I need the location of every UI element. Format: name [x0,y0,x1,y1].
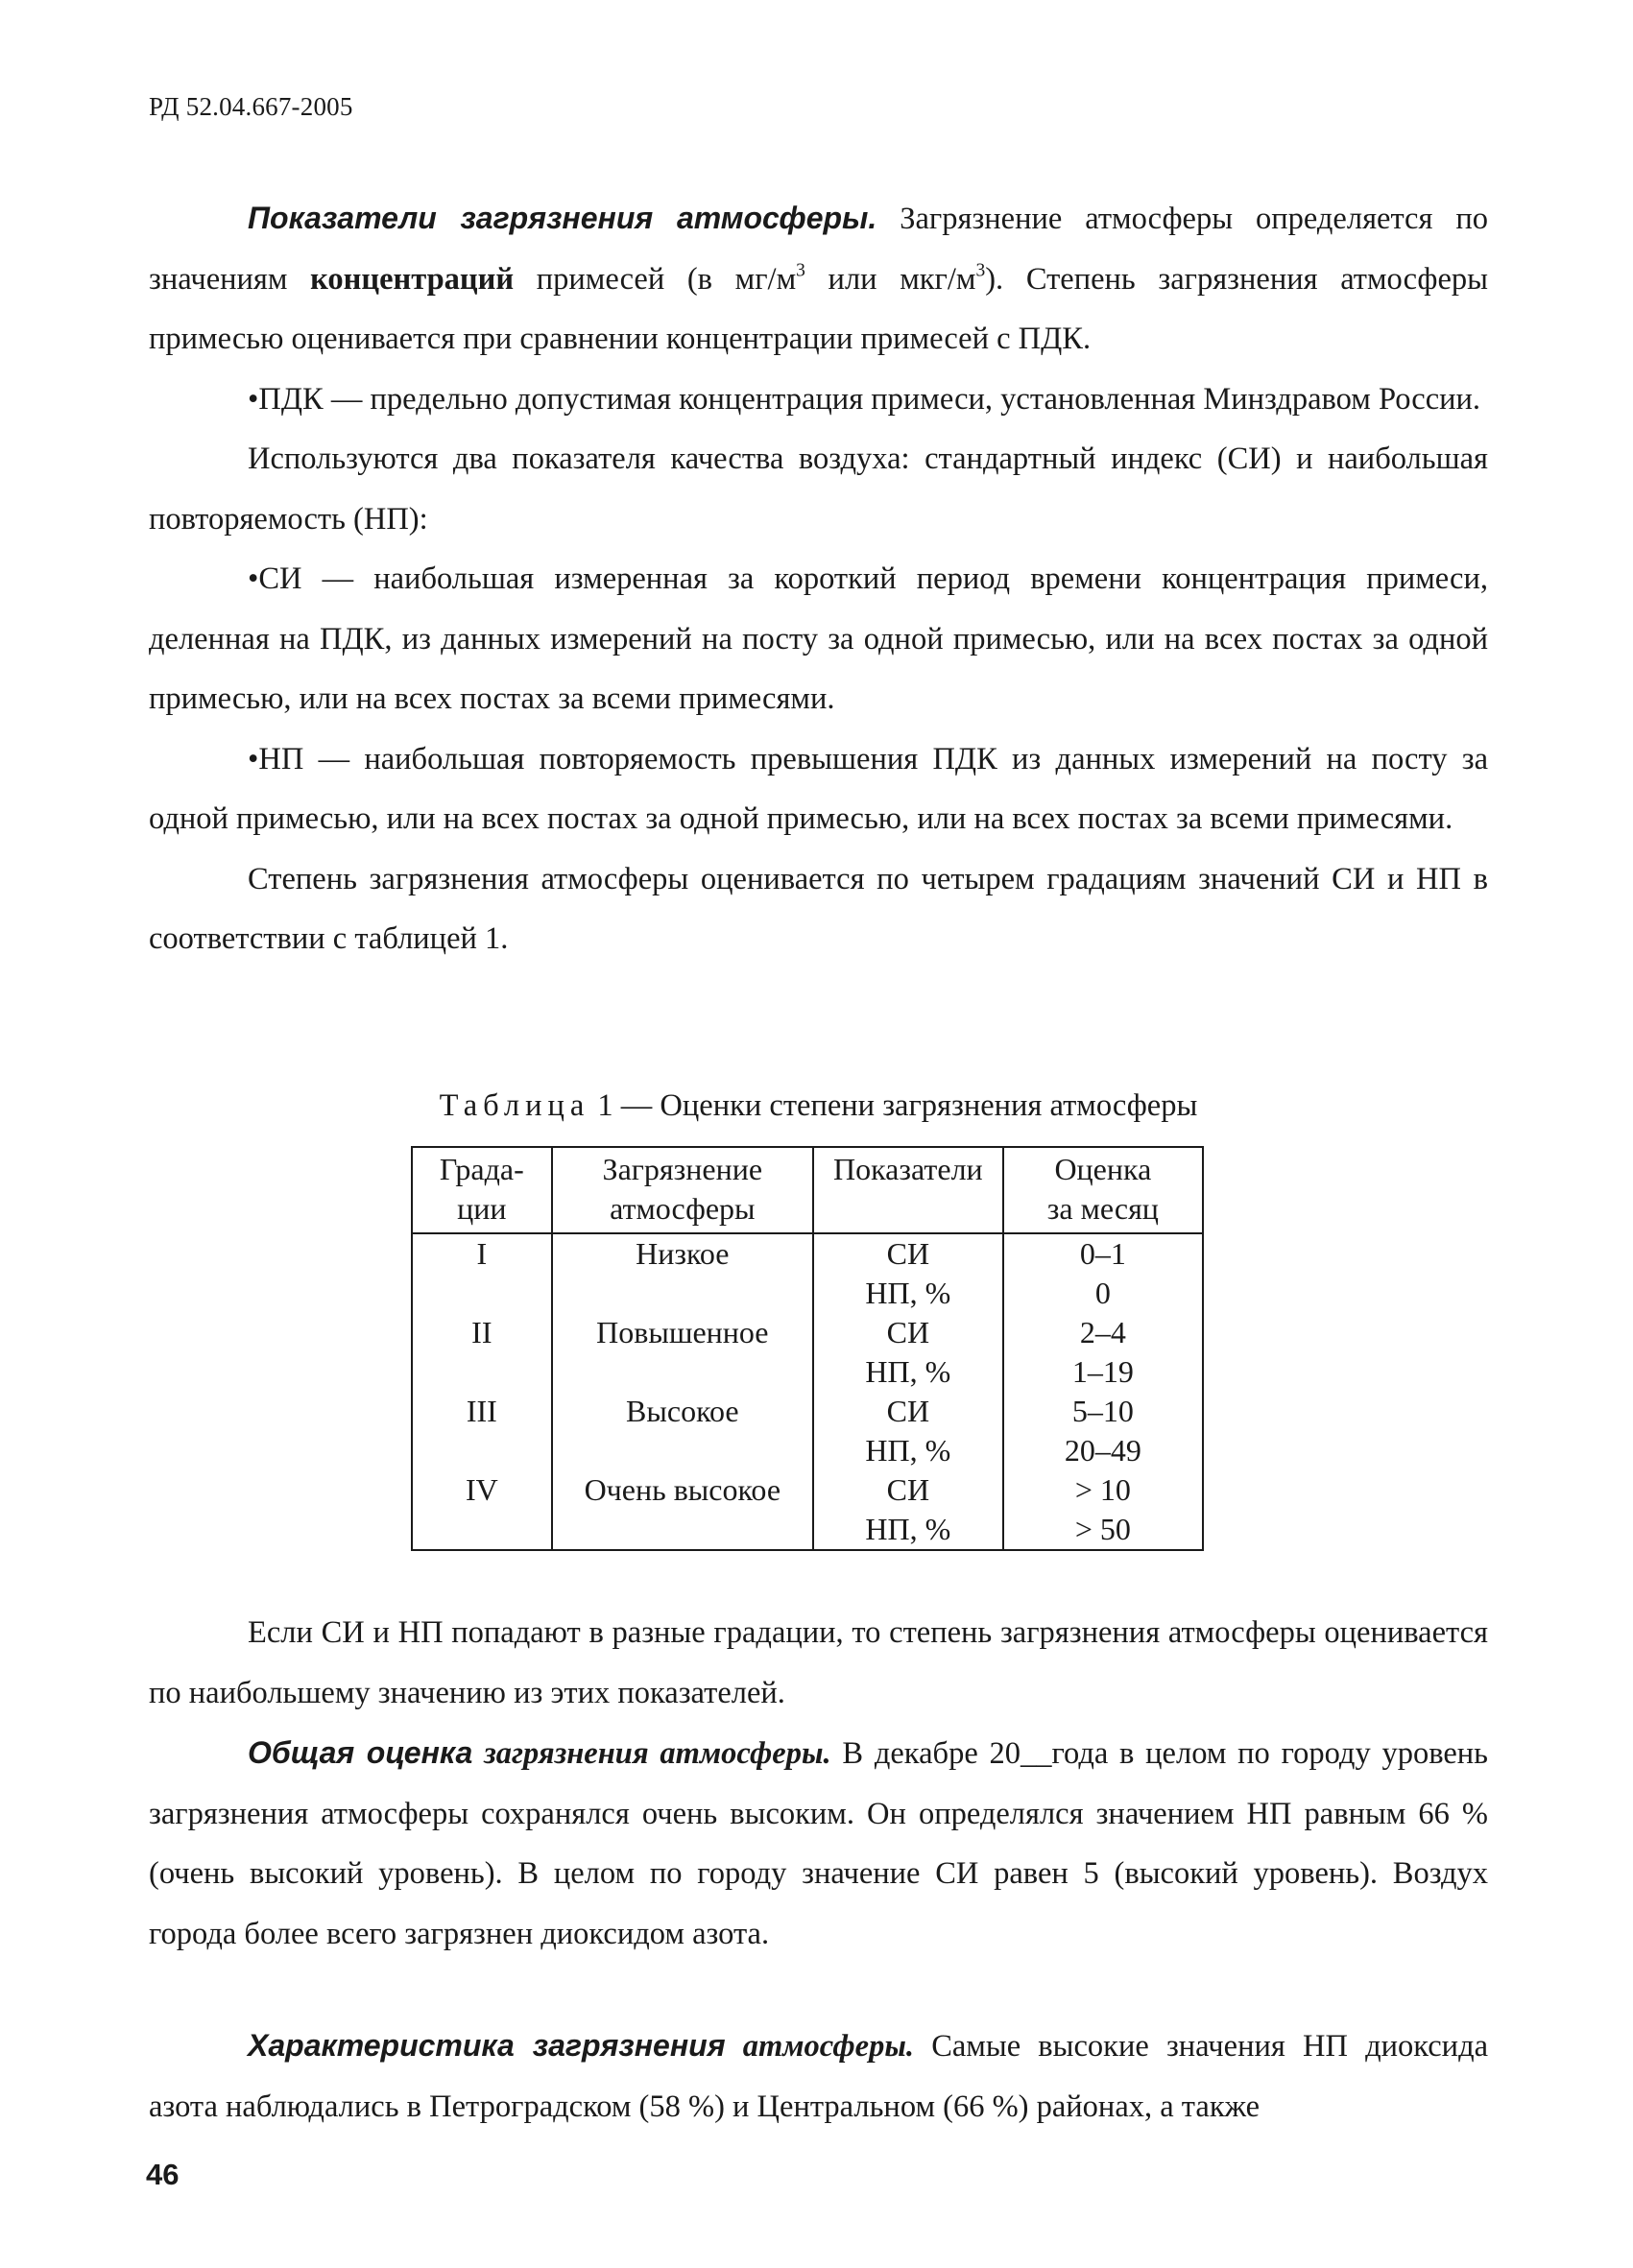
table-row [412,1313,1203,1352]
indicator-cell: НП, % [813,1431,1003,1470]
section-pollution-indicators [149,188,1488,969]
gradation-cell: II [412,1313,552,1392]
indicator-cell: НП, % [813,1510,1003,1550]
section-pollution-characteristics [149,2016,1488,2137]
gradation-cell: I [412,1233,552,1313]
table-row [412,1392,1203,1431]
section-heading: Общая оценка [248,1735,473,1770]
section-heading: Характеристика загрязнения [248,2028,726,2063]
rating-cell: 20–49 [1003,1431,1203,1470]
indicator-cell: НП, % [813,1352,1003,1392]
indicator-cell: СИ [813,1470,1003,1510]
table-row [412,1470,1203,1510]
pollution-level-cell: Повышенное [552,1313,813,1392]
rating-cell: 2–4 [1003,1313,1203,1352]
section-heading: Показатели загрязнения атмосферы. [248,201,877,235]
rating-cell: 0 [1003,1274,1203,1313]
indicator-cell: СИ [813,1233,1003,1274]
document-code: РД 52.04.667-2005 [149,92,353,121]
indicators-paragraph: Показатели загрязнения атмосферы. Загрязнение атмосферы определяется по значениям концентраций примесей (в $мг/м^3$ или мкг/$м^3$). Степень загрязнения атмосферы примесью оценивается при сравнении концентрации примесей с ПДК. [149,201,1489,356]
table-header-row [412,1147,1203,1233]
column-header-gradation: Града- ции [412,1147,552,1233]
indicator-cell: СИ [813,1313,1003,1352]
rating-cell: > 50 [1003,1510,1203,1550]
rating-cell: 0–1 [1003,1233,1203,1274]
characteristics-paragraph: Характеристика загрязнения атмосферы. Самые высокие значения НП диоксида азота наблюдались в Петроградском (58 %) и Центральном (66 %) районах, а также [149,2028,1489,2124]
pollution-level-cell: Низкое [552,1233,813,1313]
column-header-pollution: Загрязнение атмосферы [552,1147,813,1233]
table-row [412,1233,1203,1274]
column-header-indicators: Показатели [813,1147,1003,1233]
table-caption: Таблица 1 — Оценки степени загрязнения атмосферы [439,1088,1198,1123]
indicators-intro: Используются два показателя качества воздуха: стандартный индекс (СИ) и наибольшая повторяемость (НП): [149,442,1488,537]
column-header-monthly-rating: Оценка за месяц [1003,1147,1203,1233]
section-heading-continuation: атмосферы. [742,2029,915,2064]
si-definition: •СИ — наибольшая измеренная за короткий период времени концентрация примеси, деленная на ПДК, из данных измерений на посту за одной примесью, или на всех постах за одной примесью, или на всех постах за всеми примесями. [149,561,1488,716]
pollution-level-cell: Высокое [552,1392,813,1470]
gradation-cell: IV [412,1470,552,1550]
gradations-paragraph: Степень загрязнения атмосферы оценивается по четырем градациям значений СИ и НП в соответствии с таблицей 1. [149,861,1488,956]
pollution-level-cell: Очень высокое [552,1470,813,1550]
indicator-cell: НП, % [813,1274,1003,1313]
rating-cell: 5–10 [1003,1392,1203,1431]
pdk-definition: •ПДК — предельно допустимая концентрация примеси, установленная Минздравом России. [248,381,1481,417]
section-general-assessment [149,1603,1488,1964]
rating-cell: > 10 [1003,1470,1203,1510]
gradation-cell: III [412,1392,552,1470]
indicator-cell: СИ [813,1392,1003,1431]
general-assessment-paragraph: Общая оценка загрязнения атмосферы. В декабре 20__года в целом по городу уровень загрязнения атмосферы сохранялся очень высоким. Он определялся значением НП равным 66 % (очень высокий уровень). В целом по городу значение СИ равен 5 (высокий уровень). Воздух города более всего загрязнен диоксидом азота. [149,1735,1488,1951]
pollution-assessment-table [411,1146,1204,1551]
bold-term-concentrations: концентраций [310,261,515,297]
section-heading-continuation: загрязнения атмосферы. [484,1736,831,1771]
after-table-paragraph: Если СИ и НП попадают в разные градации, то степень загрязнения атмосферы оценивается по наибольшему значению из этих показателей. [149,1615,1488,1710]
np-definition: •НП — наибольшая повторяемость превышения ПДК из данных измерений на посту за одной примесью, или на всех постах за одной примесью, или на всех постах за всеми примесями. [149,741,1488,836]
page-number: 46 [146,2158,180,2191]
rating-cell: 1–19 [1003,1352,1203,1392]
